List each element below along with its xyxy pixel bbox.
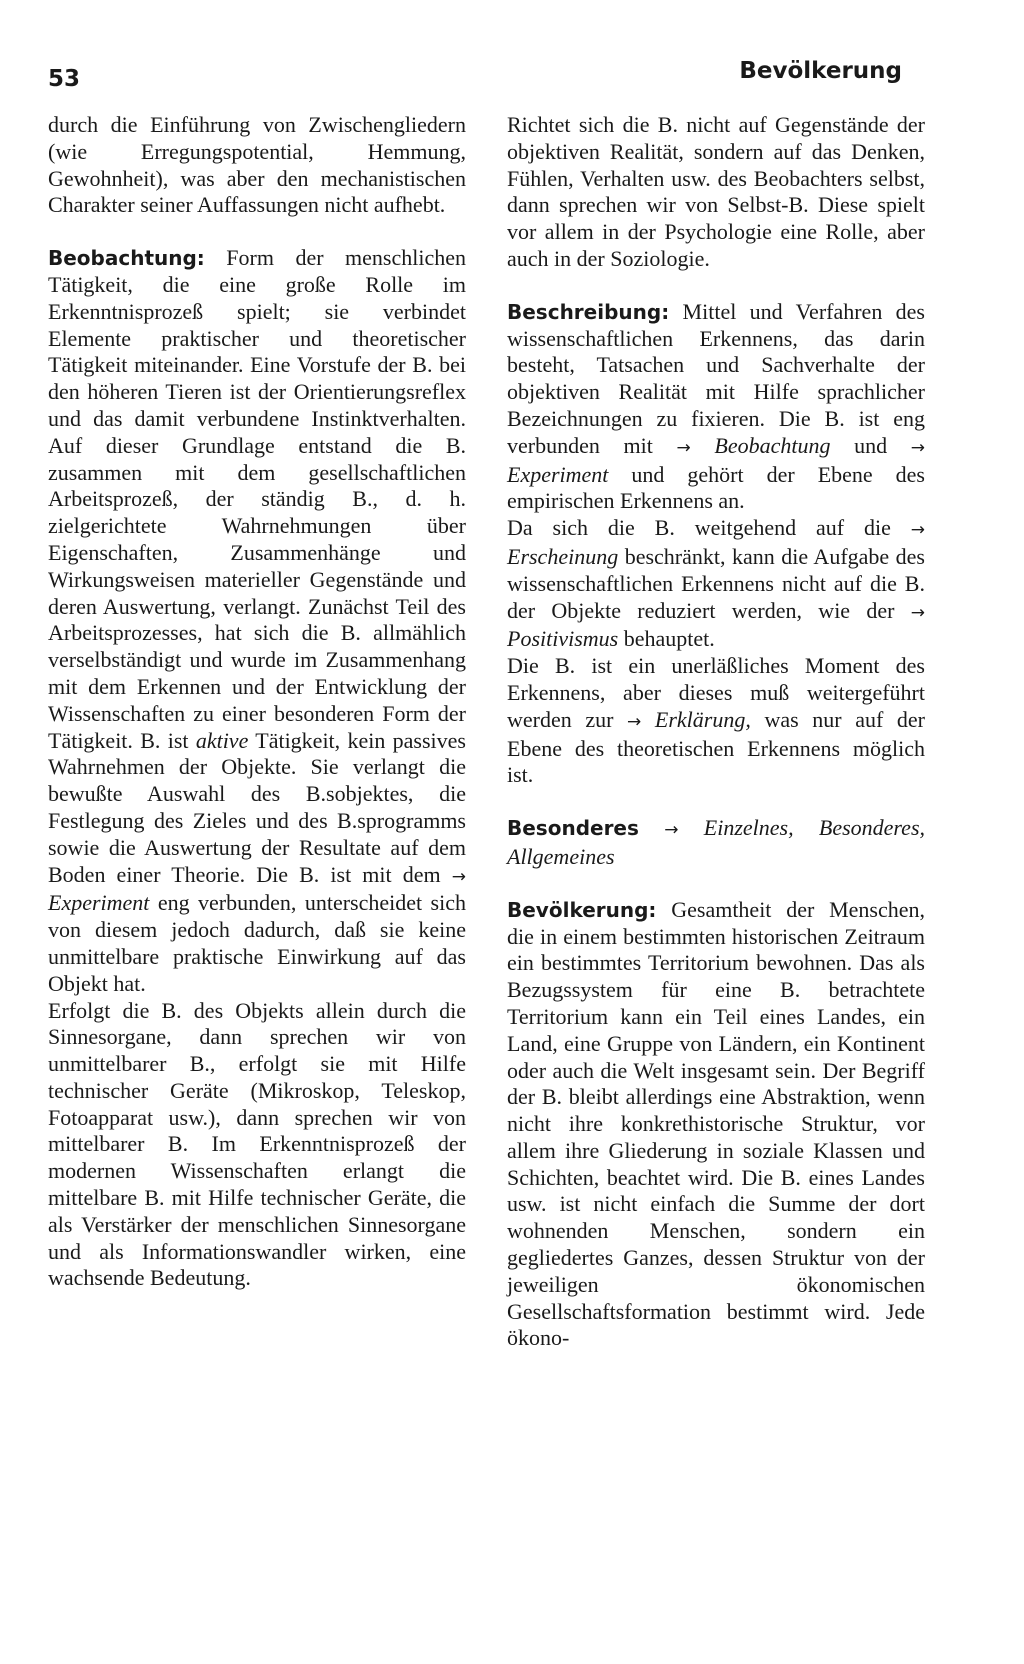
cross-reference-arrow-icon: → (451, 866, 466, 887)
continued-paragraph: durch die Einführung von Zwischengliedern (wie Erregungspotential, Hemmung, Gewohnheit), was aber den mechanistischen Charakter seiner Auffassungen nicht aufhebt. (48, 112, 466, 218)
cross-reference-arrow-icon: → (910, 437, 925, 458)
cross-reference-arrow-icon: → (676, 437, 691, 458)
cross-reference-arrow-icon: → (910, 520, 925, 541)
continued-paragraph: Richtet sich die B. nicht auf Gegenstände der objektiven Realität, sondern auf das Denken, Fühlen, Verhalten usw. des Beobachters selbst, dann sprechen wir von Selbst-B. Diese spielt vor allem in der Psychologie eine Rolle, aber auch in der Soziologie. (507, 112, 925, 271)
entry-besonderes (507, 815, 925, 871)
entry-text: Gesamtheit der Menschen, die in einem bestimmten historischen Zeitraum ein bestimmtes Territorium bewohnen. Das als Bezugssystem für eine B. betrachtete Territorium kann ein Teil eines Landes, ein Land, eine Gruppe von Ländern, ein Kontinent oder auch die Welt insgesamt sein. Der Begriff der B. bleibt allerdings eine Abstraktion, wenn nicht ihre konkrethistorische Struktur, vor allem ihre Gliederung in soziale Klassen und Schichten, beachtet wird. Die B. eines Landes usw. ist nicht einfach die Summe der dort wohnenden Menschen, sondern ein gegliedertes Ganzes, dessen Struktur von der jeweiligen ökonomischen Gesellschaftsformation bestimmt wird. Jede ökono- (507, 896, 925, 1351)
entry-beschreibung (507, 299, 925, 515)
cross-reference-einzelnes[interactable]: Einzelnes, Besonderes, Allgemeines (507, 815, 926, 869)
entry-paragraph (507, 653, 925, 789)
emphasis-aktive: aktive (195, 727, 249, 753)
cross-reference-arrow-icon: → (627, 711, 642, 732)
entry-text: Form der menschlichen Tätigkeit, die eine große Rolle im Erkenntnisprozeß spielt; sie verbindet Elemente praktischer und theoretischer Tätigkeit miteinander. Eine Vorstufe der B. bei den höheren Tieren ist der Orientierungsreflex und das damit verbundene Instinktverhalten. Auf dieser Grundlage entstand die B. zusammen mit dem gesellschaftlichen Arbeitsprozeß, der ständig B., d. h. zielgerichtete Wahrnehmungen über Eigenschaften, Zusammenhänge und Wirkungsweisen materieller Gegenstände und deren Auswertung, verlangt. Zunächst Teil des Arbeitsprozesses, hat sich die B. allmählich verselbständigt und wurde im Zusammenhang mit dem Erkennen und der Entwicklung der Wissenschaften zu einer besonderen Form der Tätigkeit. B. ist (48, 245, 466, 753)
entry-text: beschränkt, kann die Aufgabe des wissenschaftlichen Erkennens nicht auf die B. der Objekte reduziert werden, wie der (507, 543, 925, 623)
cross-reference-experiment[interactable]: Experiment (507, 461, 609, 487)
entry-text: behauptet. (618, 626, 715, 652)
entry-paragraph (507, 515, 925, 653)
entry-text: Da sich die B. weitgehend auf die (507, 515, 911, 541)
cross-reference-positivismus[interactable]: Positivismus (507, 626, 619, 652)
entry-text: eng verbunden, unterscheidet sich von diesem jedoch dadurch, daß sie keine unmittelbare praktische Einwirkung auf das Objekt hat. (48, 890, 466, 996)
entry-bevoelkerung (507, 897, 925, 1353)
entry-keyword: Bevölkerung: (507, 897, 657, 922)
cross-reference-experiment[interactable]: Experiment (48, 890, 150, 916)
running-head: Bevölkerung (739, 58, 902, 84)
entry-text: was nur auf der Ebene des theoretischen Erkennens möglich ist. (507, 706, 925, 788)
cross-reference-erscheinung[interactable]: Erscheinung (507, 543, 619, 569)
right-column (507, 112, 925, 1352)
entry-text: und gehört der Ebene des empirischen Erkennens an. (507, 461, 925, 514)
cross-reference-beobachtung[interactable]: Beobachtung (714, 432, 831, 458)
page-number: 53 (48, 66, 81, 92)
entry-text: Tätigkeit, kein passives Wahrnehmen der Objekte. Sie verlangt die bewußte Auswahl des B.sobjektes, die Festlegung des Zieles und des B.sprogramms sowie die Auswertung der Resultate auf dem Boden einer Theorie. Die B. ist mit dem (48, 727, 466, 887)
entry-text: Die B. ist ein unerläßliches Moment des Erkennens, aber dieses muß weitergeführt werden zur (507, 653, 925, 732)
entry-paragraph: Erfolgt die B. des Objekts allein durch die Sinnesorgane, dann sprechen wir von unmittelbarer B., erfolgt sie mit Hilfe technischer Geräte (Mikroskop, Teleskop, Fotoapparat usw.), dann sprechen wir von mittelbarer B. Im Erkenntnisprozeß der modernen Wissenschaften erlangt die mittelbare B. mit Hilfe technischer Geräte, die als Verstärker der menschlichen Sinnesorgane und als Informationswandler wirken, eine wachsende Bedeutung. (48, 997, 466, 1291)
left-column (48, 112, 466, 1292)
entry-keyword: Besonderes (507, 816, 639, 841)
entry-beobachtung (48, 245, 466, 997)
entry-keyword: Beschreibung: (507, 299, 670, 324)
entry-text: Mittel und Verfahren des wissenschaftlichen Erkennens, das darin besteht, Tatsachen und Sachverhalte der objektiven Realität mit Hilfe sprachlicher Bezeichnungen zu fixieren. Die B. ist eng verbunden mit (507, 298, 925, 458)
cross-reference-erklaerung[interactable]: Erklärung, (654, 706, 751, 732)
entry-keyword: Beobachtung: (48, 246, 205, 271)
entry-text: und (830, 432, 911, 458)
cross-reference-arrow-icon: → (664, 820, 679, 841)
cross-reference-arrow-icon: → (910, 602, 925, 623)
